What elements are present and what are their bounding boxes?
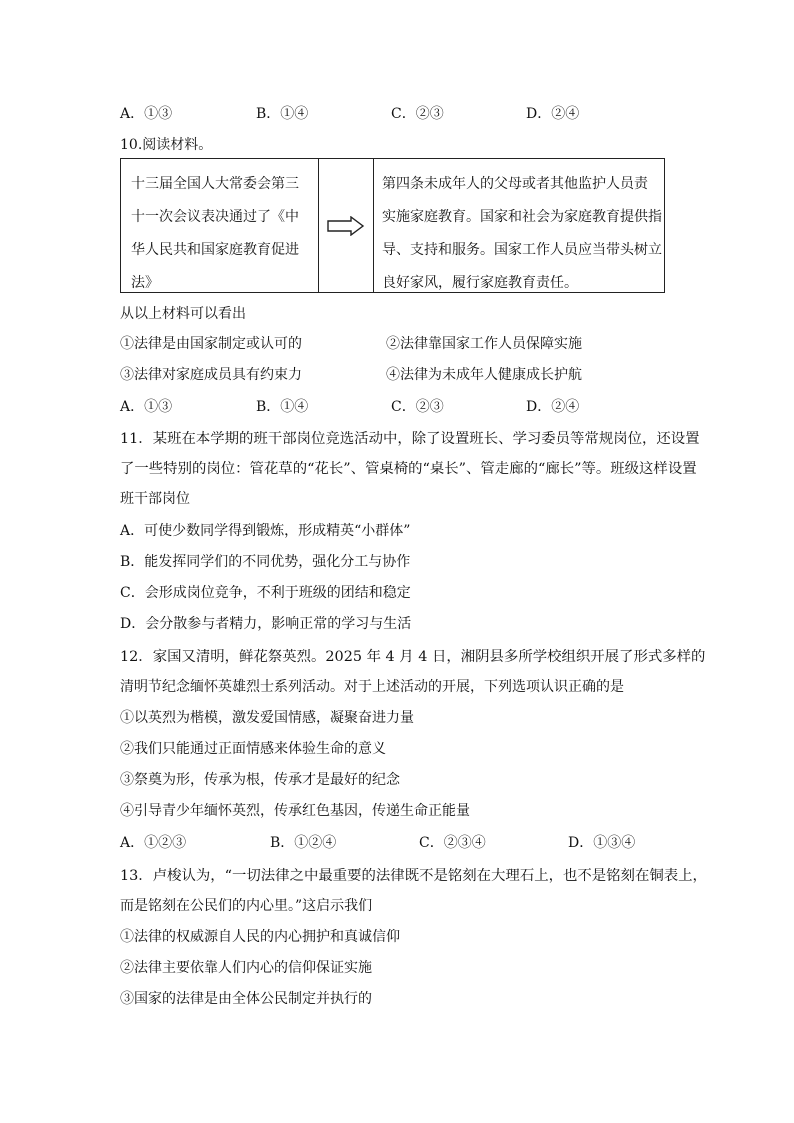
- material-left-cell: [121, 159, 319, 292]
- q11-stem-line: 了一些特别的岗位：管花草的“花长”、管桌椅的“桌长”、管走廊的“廊长”等。班级这样设置: [120, 461, 697, 477]
- q13-item-2: ②法律主要依靠人们内心的信仰保证实施: [120, 960, 372, 976]
- q9-option-a[interactable]: A．①③: [120, 106, 173, 122]
- material-right-cell: [374, 159, 664, 292]
- material-right-line: 实施家庭教育。国家和社会为家庭教育提供指: [382, 209, 662, 225]
- q12-item-4: ④引导青少年缅怀英烈，传承红色基因，传递生命正能量: [120, 803, 470, 819]
- material-left-line: 法》: [131, 275, 159, 291]
- q13-item-1: ①法律的权威源自人民的内心拥护和真诚信仰: [120, 929, 400, 945]
- material-right-line: 良好家风，履行家庭教育责任。: [382, 275, 578, 291]
- q11-stem-line: 班干部岗位: [120, 491, 190, 507]
- material-left-line: 十一次会议表决通过了《中: [131, 209, 299, 225]
- q9-option-c[interactable]: C．②③: [391, 106, 444, 122]
- q10-material-table: [120, 158, 665, 293]
- q11-option-d[interactable]: D．会分散参与者精力，影响正常的学习与生活: [120, 616, 412, 632]
- q12-item-2: ②我们只能通过正面情感来体验生命的意义: [120, 741, 386, 757]
- q12-option-b[interactable]: B．①②④: [270, 835, 337, 851]
- q11-option-a[interactable]: A．可使少数同学得到锻炼，形成精英“小群体”: [120, 523, 411, 539]
- q10-option-c[interactable]: C．②③: [391, 399, 444, 415]
- material-right-line: 导、支持和服务。国家工作人员应当带头树立: [382, 242, 662, 258]
- q10-option-d[interactable]: D．②④: [526, 399, 580, 415]
- q12-item-3: ③祭奠为形，传承为根，传承才是最好的纪念: [120, 772, 400, 788]
- material-left-line: 华人民共和国家庭教育促进: [131, 242, 299, 258]
- q11-option-b[interactable]: B．能发挥同学们的不同优势，强化分工与协作: [120, 554, 411, 570]
- q10-item-4: ④法律为未成年人健康成长护航: [386, 367, 582, 383]
- q12-stem-line: 清明节纪念缅怀英雄烈士系列活动。对于上述活动的开展，下列选项认识正确的是: [120, 679, 624, 695]
- right-arrow-icon: [327, 216, 365, 236]
- material-arrow-cell: [319, 159, 374, 292]
- q10-prompt: 从以上材料可以看出: [120, 306, 246, 322]
- q11-option-c[interactable]: C．会形成岗位竞争，不利于班级的团结和稳定: [120, 585, 411, 601]
- q10-item-3: ③法律对家庭成员具有约束力: [120, 367, 302, 383]
- q9-option-b[interactable]: B．①④: [256, 106, 309, 122]
- q10-option-b[interactable]: B．①④: [256, 399, 309, 415]
- q10-item-2: ②法律靠国家工作人员保障实施: [386, 336, 582, 352]
- q12-option-d[interactable]: D．①③④: [568, 835, 636, 851]
- q10-option-a[interactable]: A．①③: [120, 399, 173, 415]
- q12-option-c[interactable]: C．②③④: [419, 835, 486, 851]
- q13-stem-line: 13．卢梭认为，“一切法律之中最重要的法律既不是铭刻在大理石上，也不是铭刻在铜表上，: [120, 868, 707, 884]
- q13-stem-line: 而是铭刻在公民们的内心里。”这启示我们: [120, 898, 373, 914]
- q10-item-1: ①法律是由国家制定或认可的: [120, 336, 302, 352]
- material-left-line: 十三届全国人大常委会第三: [131, 176, 299, 192]
- q12-stem-line: 12．家国又清明，鲜花祭英烈。2025 年 4 月 4 日，湘阴县多所学校组织开展了形式多样的: [120, 649, 706, 665]
- q11-stem-line: 11．某班在本学期的班干部岗位竞选活动中，除了设置班长、学习委员等常规岗位，还设置: [120, 431, 700, 447]
- q12-item-1: ①以英烈为楷模，激发爱国情感，凝聚奋进力量: [120, 710, 414, 726]
- material-right-line: 第四条未成年人的父母或者其他监护人员责: [382, 176, 648, 192]
- q9-option-d[interactable]: D．②④: [526, 106, 580, 122]
- q13-item-3: ③国家的法律是由全体公民制定并执行的: [120, 991, 372, 1007]
- q10-stem: 10.阅读材料。: [120, 137, 213, 153]
- q12-option-a[interactable]: A．①②③: [120, 835, 187, 851]
